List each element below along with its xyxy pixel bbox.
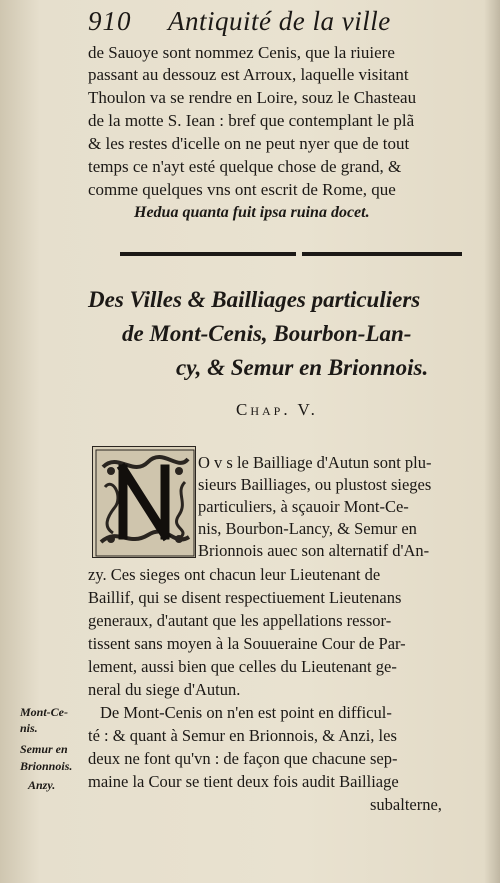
margin-note: Semur en xyxy=(20,742,68,756)
section-rule-right xyxy=(302,252,462,256)
text-line: passant au dessouz est Arroux, laquelle visitant xyxy=(88,65,409,84)
ornament-icon xyxy=(93,447,197,559)
chapter-title-line: de Mont-Cenis, Bourbon-Lan- xyxy=(122,321,412,346)
text-line: Brionnois auec son alternatif d'An- xyxy=(198,541,430,560)
text-line: Thoulon va se rendre en Loire, souz le Chasteau xyxy=(88,88,417,107)
text-line: tissent sans moyen à la Souueraine Cour de Par- xyxy=(88,634,406,653)
text-line: té : & quant à Semur en Brionnois, & Anzi, les xyxy=(88,726,397,745)
text-line: nis, Bourbon-Lancy, & Semur en xyxy=(198,519,417,538)
catchword: subalterne, xyxy=(370,795,442,814)
text-line: O v s le Bailliage d'Autun sont plu- xyxy=(198,453,432,472)
text-line: de la motte S. Iean : bref que contemplant le plã xyxy=(88,111,415,130)
text-line: particuliers, à sçauoir Mont-Ce- xyxy=(198,497,409,516)
text-line: De Mont-Cenis on n'en est point en difficul- xyxy=(100,703,392,722)
chapter-title-line: cy, & Semur en Brionnois. xyxy=(176,355,429,380)
text-line: de Sauoye sont nommez Cenis, que la riuiere xyxy=(88,43,395,62)
text-line: deux ne font qu'vn : de façon que chacune sep- xyxy=(88,749,398,768)
text-line: comme quelques vns ont escrit de Rome, que xyxy=(88,180,396,199)
text-line: zy. Ces sieges ont chacun leur Lieutenant de xyxy=(88,565,381,584)
running-title: Antiquité de la ville xyxy=(168,6,391,36)
text-line: Baillif, qui se disent respectiuement Lieutenans xyxy=(88,588,402,607)
chapter-label: Chap. V. xyxy=(236,400,318,419)
decorated-initial-n xyxy=(92,446,196,558)
page-edge-shadow xyxy=(484,0,500,883)
margin-note: Brionnois. xyxy=(20,759,73,773)
latin-quote: Hedua quanta fuit ipsa ruina docet. xyxy=(134,204,370,221)
running-header xyxy=(88,4,468,38)
margin-note: nis. xyxy=(20,721,38,735)
text-line: maine la Cour se tient deux fois audit Bailliage xyxy=(88,772,399,791)
margin-note: Anzy. xyxy=(28,778,56,792)
text-line: sieurs Bailliages, ou plustost sieges xyxy=(198,475,432,494)
text-line: & les restes d'icelle on ne peut nyer que de tout xyxy=(88,134,410,153)
text-line: neral du siege d'Autun. xyxy=(88,680,241,699)
text-line: temps ce n'ayt esté quelque chose de grand, & xyxy=(88,157,402,176)
page-number: 910 xyxy=(88,6,132,36)
margin-note: Mont-Ce- xyxy=(20,705,68,719)
section-rule-left xyxy=(120,252,296,256)
text-line: generaux, d'autant que les appellations ressor- xyxy=(88,611,392,630)
chapter-title-line: Des Villes & Bailliages particuliers xyxy=(88,287,421,312)
text-line: lement, aussi bien que celles du Lieutenant ge- xyxy=(88,657,397,676)
